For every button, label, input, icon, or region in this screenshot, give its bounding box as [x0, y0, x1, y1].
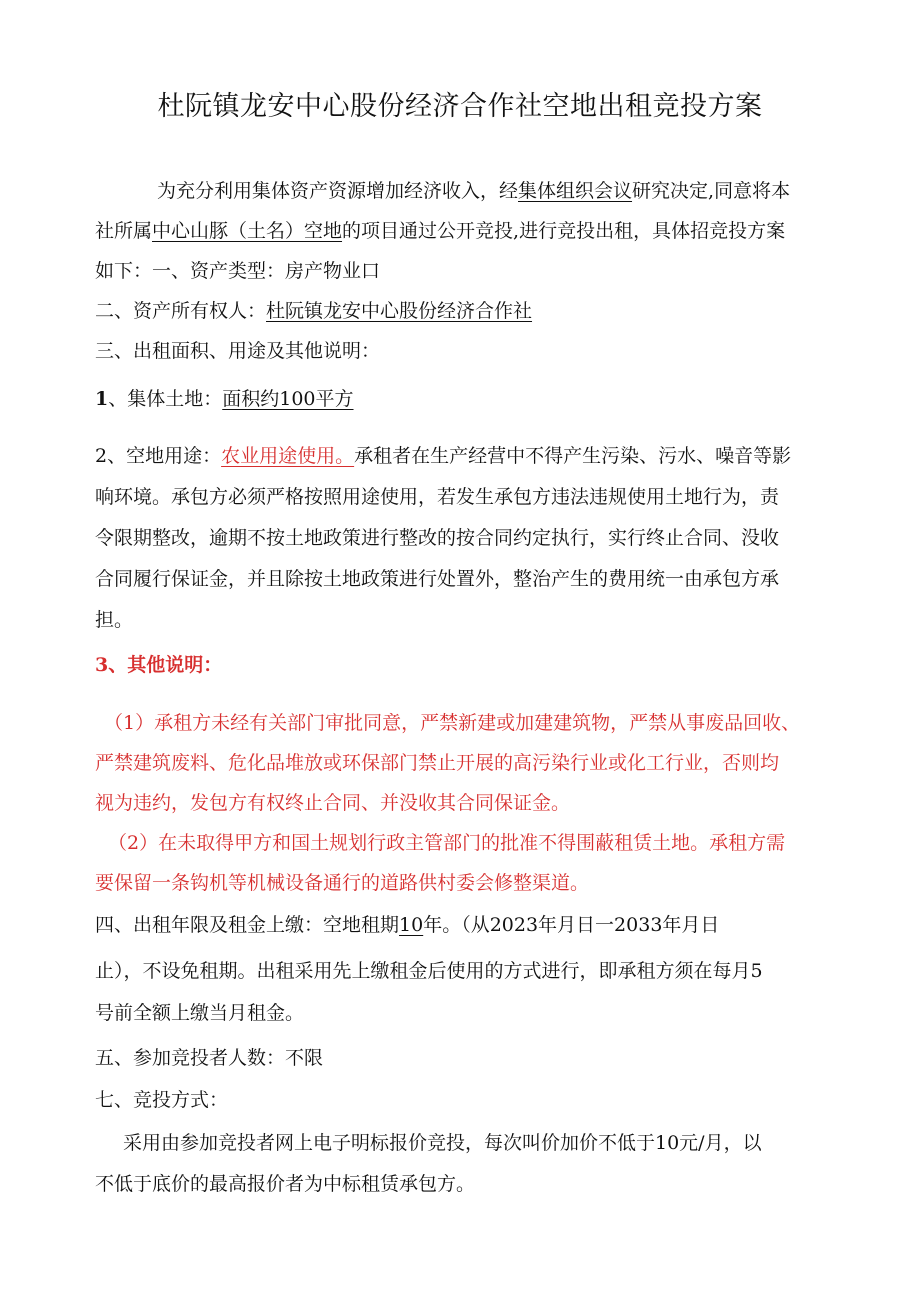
section-owner [95, 296, 532, 323]
section-7-line-1: 采用由参加竞投者网上电子明标报价竞投，每次叫价加价不低于10元/月，以 [123, 1132, 762, 1154]
meeting-type: 集体组织会议 [518, 180, 633, 202]
intro-line-3: 如下：一、资产类型：房产物业口 [95, 260, 381, 282]
lease-years: 10 [399, 914, 424, 936]
item-1-number: 1 [95, 388, 109, 410]
property-location: 中心山豚（土名）空地 [152, 220, 343, 242]
clause-2-line-1: （2）在未取得甲方和国土规划行政主管部门的批准不得围蔽租赁土地。承租方需 [108, 832, 786, 854]
lease-term-label: 四、出租年限及租金上缴：空地租期 [95, 914, 400, 936]
section-4-line-1 [95, 910, 719, 937]
item-2-line-3: 令限期整改，逾期不按土地政策进行整改的按合同约定执行，实行终止合同、没收 [95, 527, 780, 549]
item-2-usage [95, 441, 791, 468]
item-2-line-2: 响环境。承包方必须严格按照用途使用，若发生承包方违法违规使用土地行为，责 [95, 486, 780, 508]
intro-text: 的项目通过公开竞投,进行竞投出租，具体招竞投方案 [342, 220, 786, 242]
clause-2-line-2: 要保留一条钩机等机械设备通行的道路供村委会修整渠道。 [95, 872, 590, 894]
intro-text: 研究决定,同意将本 [632, 180, 791, 202]
item-3-heading: 3、其他说明： [95, 654, 223, 676]
section-4-line-2: 止），不设免租期。出租采用先上缴租金后使用的方式进行，即承租方须在每月5 [95, 960, 763, 982]
section-7-heading: 七、竞投方式： [95, 1089, 229, 1111]
document-title: 杜阮镇龙安中心股份经济合作社空地出租竞投方案 [157, 91, 763, 122]
intro-text: 为充分利用集体资产资源增加经济收入，经 [157, 180, 519, 202]
intro-line-1 [157, 176, 790, 203]
owner-value: 杜阮镇龙安中心股份经济合作社 [266, 300, 533, 322]
section-5-bidders: 五、参加竞投者人数：不限 [95, 1047, 324, 1069]
item-2-line-4: 合同履行保证金，并且除按土地政策进行处置外，整治产生的费用统一由承包方承 [95, 568, 780, 590]
intro-text: 社所属 [95, 220, 153, 242]
item-2-label: 2、空地用途： [95, 445, 222, 467]
clause-1-line-3: 视为违约，发包方有权终止合同、并没收其合同保证金。 [95, 792, 571, 814]
item-2-line-5: 担。 [95, 609, 134, 631]
intro-line-2 [95, 216, 785, 243]
section-7-line-2: 不低于底价的最高报价者为中标租赁承包方。 [95, 1173, 476, 1195]
clause-1-line-2: 严禁建筑废料、危化品堆放或环保部门禁止开展的高污染行业或化工行业，否则均 [95, 752, 780, 774]
section-3-heading: 三、出租面积、用途及其他说明： [95, 340, 381, 362]
item-1-land [95, 384, 354, 411]
item-2-usage-value: 农业用途使用。 [221, 445, 355, 467]
item-1-label: 、集体土地： [108, 388, 223, 410]
lease-period: 年。（从2023年月日一2033年月日 [423, 914, 720, 936]
item-1-area: 面积约100平方 [222, 388, 354, 410]
clause-1-line-1: （1）承租方未经有关部门审批同意，严禁新建或加建建筑物，严禁从事废品回收、 [104, 712, 801, 734]
section-4-line-3: 号前全额上缴当月租金。 [95, 1002, 305, 1024]
owner-label: 二、资产所有权人： [95, 300, 267, 322]
item-2-text: 承租者在生产经营中不得产生污染、污水、噪音等影 [354, 445, 792, 467]
